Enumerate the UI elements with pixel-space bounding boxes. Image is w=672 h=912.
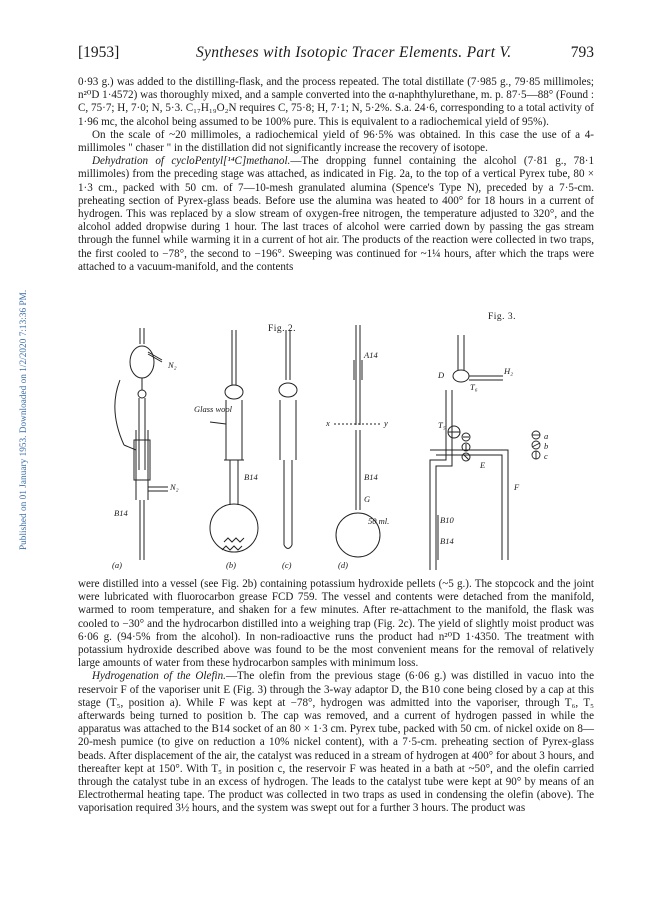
paragraph-scale: On the scale of ~20 millimoles, a radiochemical yield of 96·5% was obtained. In this case the use of a 4-millimoles " chaser " in the distillation did not significantly increase the recovery of isotope. xyxy=(78,128,594,155)
fig2-label-volume: 50 ml. xyxy=(368,516,390,526)
fig2-label-b: (b) xyxy=(226,560,236,570)
journal-year: [1953] xyxy=(78,44,120,61)
fig3-label-position-c: c xyxy=(544,451,548,461)
fig2-label-b14-a: B14 xyxy=(114,508,128,518)
fig2-label-n2-side: N₂ xyxy=(170,482,179,492)
page-header xyxy=(78,44,594,66)
fig2-label-b14-d: B14 xyxy=(364,472,378,482)
fig3-caption: Fig. 3. xyxy=(488,312,517,322)
body-text-top xyxy=(78,76,594,274)
paragraph-koh-treatment: were distilled into a vessel (see Fig. 2b) containing potassium hydroxide pellets (~5 g.). The stopcock and the joint were lubricated with fluorocarbon grease FCD 759. The vessel and contents were detached from the manifold, warmed to room temperature, and shaken for a few minutes. After re-attachment to the manifold, the flask was cooled to −30° and the hydrocarbon distilled into a weighing trap (Fig. 2c). The yield of slightly moist product was 6·06 g. (94·5% from the alcohol). In non-radioactive runs the product had n²⁰D 1·4350. The treatment with potassium hydroxide described above was found to be the most convenient means for the removal of relatively large amounts of water from these hydrocarbon samples with minimum loss. xyxy=(78,578,594,670)
paragraph-results: 0·93 g.) was added to the distilling-flask, and the process repeated. The total distillate (7·985 g., 79·85 millimoles; n²⁰D 1·4572) was thoroughly mixed, and a sample converted into the α-naphthylurethane, m. p. 87·5—88° (Found : C, 75·7; H, 7·0; N, 5·3. C₁₇H₁₉O₂N requires C, 75·8; H, 7·1; N, 5·2%. S.a. 24·6, corresponding to a total activity of 1·96 mc, the alcohol being assumed to be 100% pure. This is equivalent to a radiochemical yield of 95%). xyxy=(78,76,594,128)
body-text-bottom xyxy=(78,578,594,816)
figures xyxy=(98,310,578,572)
fig3-label-t6: T₆ xyxy=(470,382,478,392)
fig2-label-glass-wool: Glass wool xyxy=(194,404,233,414)
fig2-label-b14-b: B14 xyxy=(244,472,258,482)
fig2-label-c: (c) xyxy=(282,560,292,570)
paragraph-dehydration: Dehydration of cycloPentyl[¹⁴C]methanol.—The dropping funnel containing the alcohol (7·81 g., 78·1 millimoles) from the preceding stage was attached, as indicated in Fig. 2a, to the top of a vertical Pyrex tube, 80 × 1·3 cm., packed with 50 cm. of 7—10-mesh granulated alumina (Spence's Type N), preceded by a 7·5-cm. preheating section of Pyrex-glass beads. Before use the alumina was heated to 400° for 18 hours in a current of hydrogen. This was replaced by a slow stream of oxygen-free nitrogen, the temperature adjusted to 320°, and the alcohol added dropwise during 1 hour. The last traces of alcohol were carried down by passing the gas stream through the funnel while warming it in a current of hot air. The products of the reaction were collected in two traps, the first cooled to −78°, the second to −196°. Sweeping was continued for ~1¼ hours, after which the traps were attached to a vacuum-manifold, and the contents xyxy=(78,155,594,273)
fig2-label-a: (a) xyxy=(112,560,122,570)
running-title: Syntheses with Isotopic Tracer Elements. Part V. xyxy=(196,44,512,61)
fig2-label-n2-top: N₂ xyxy=(168,360,177,370)
fig2-label-a14: A14 xyxy=(364,350,378,360)
fig3-label-h2: H₂ xyxy=(504,366,514,376)
fig2-caption: Fig. 2. xyxy=(268,324,297,334)
page-number: 793 xyxy=(570,44,594,61)
fig3-label-b10: B10 xyxy=(440,515,454,525)
section-heading-dehydration: Dehydration of cycloPentyl[¹⁴C]methanol. xyxy=(92,155,291,168)
fig3-label-e: E xyxy=(480,460,486,470)
fig3-label-position-a: a xyxy=(544,431,549,441)
fig3-label-position-b: b xyxy=(544,441,549,451)
fig3-label-b14: B14 xyxy=(440,536,454,546)
fig2-label-d: (d) xyxy=(338,560,348,570)
download-notice: Published on 01 January 1953. Downloaded on 1/2/2020 7:13:36 PM. xyxy=(18,289,28,550)
fig2-label-g: G xyxy=(364,494,371,504)
fig3-label-t5: T₅ xyxy=(438,420,446,430)
fig2-label-x: x xyxy=(326,418,330,428)
section-heading-hydrogenation: Hydrogenation of the Olefin. xyxy=(92,670,226,683)
fig3-tap-positions xyxy=(98,310,578,572)
fig3-label-f: F xyxy=(514,482,520,492)
fig3-label-d: D xyxy=(438,370,445,380)
fig2-label-y: y xyxy=(384,418,388,428)
paragraph-hydrogenation: Hydrogenation of the Olefin.—The olefin from the previous stage (6·06 g.) was distilled in vacuo into the reservoir F of the vaporiser unit E (Fig. 3) through the 3-way adaptor D, the B10 cone being closed by a cap at this stage (T₅, position a). While F was kept at −78°, hydrogen was admitted into the vaporiser, through T₆, T₅ afterwards being turned to position b. The cap was removed, and a current of hydrogen passed in while the apparatus was attached to the B14 socket of an 80 × 1·3 cm. Pyrex tube, packed with 50 cm. of nickel oxide on 8—20-mesh pumice (to give on reduction a 10% nickel content), with a 7·5-cm. preheating section of Pyrex-glass beads. After displacement of the air, the catalyst was reduced in a stream of hydrogen at 400° for about 3 hours, and thereafter kept at 150°. With T₅ in position c, the reservoir F was heated in a bath at ~50°, and the olefin carried through the catalyst tube in an excess of hydrogen. The leads to the catalyst tube were kept at 90° by means of an Electrothermal heating tape. The product was collected in two traps as used in condensing the olefin (above). The vaporisation required 3½ hours, and the system was swept out for a further 3 hours. The product was xyxy=(78,670,594,815)
